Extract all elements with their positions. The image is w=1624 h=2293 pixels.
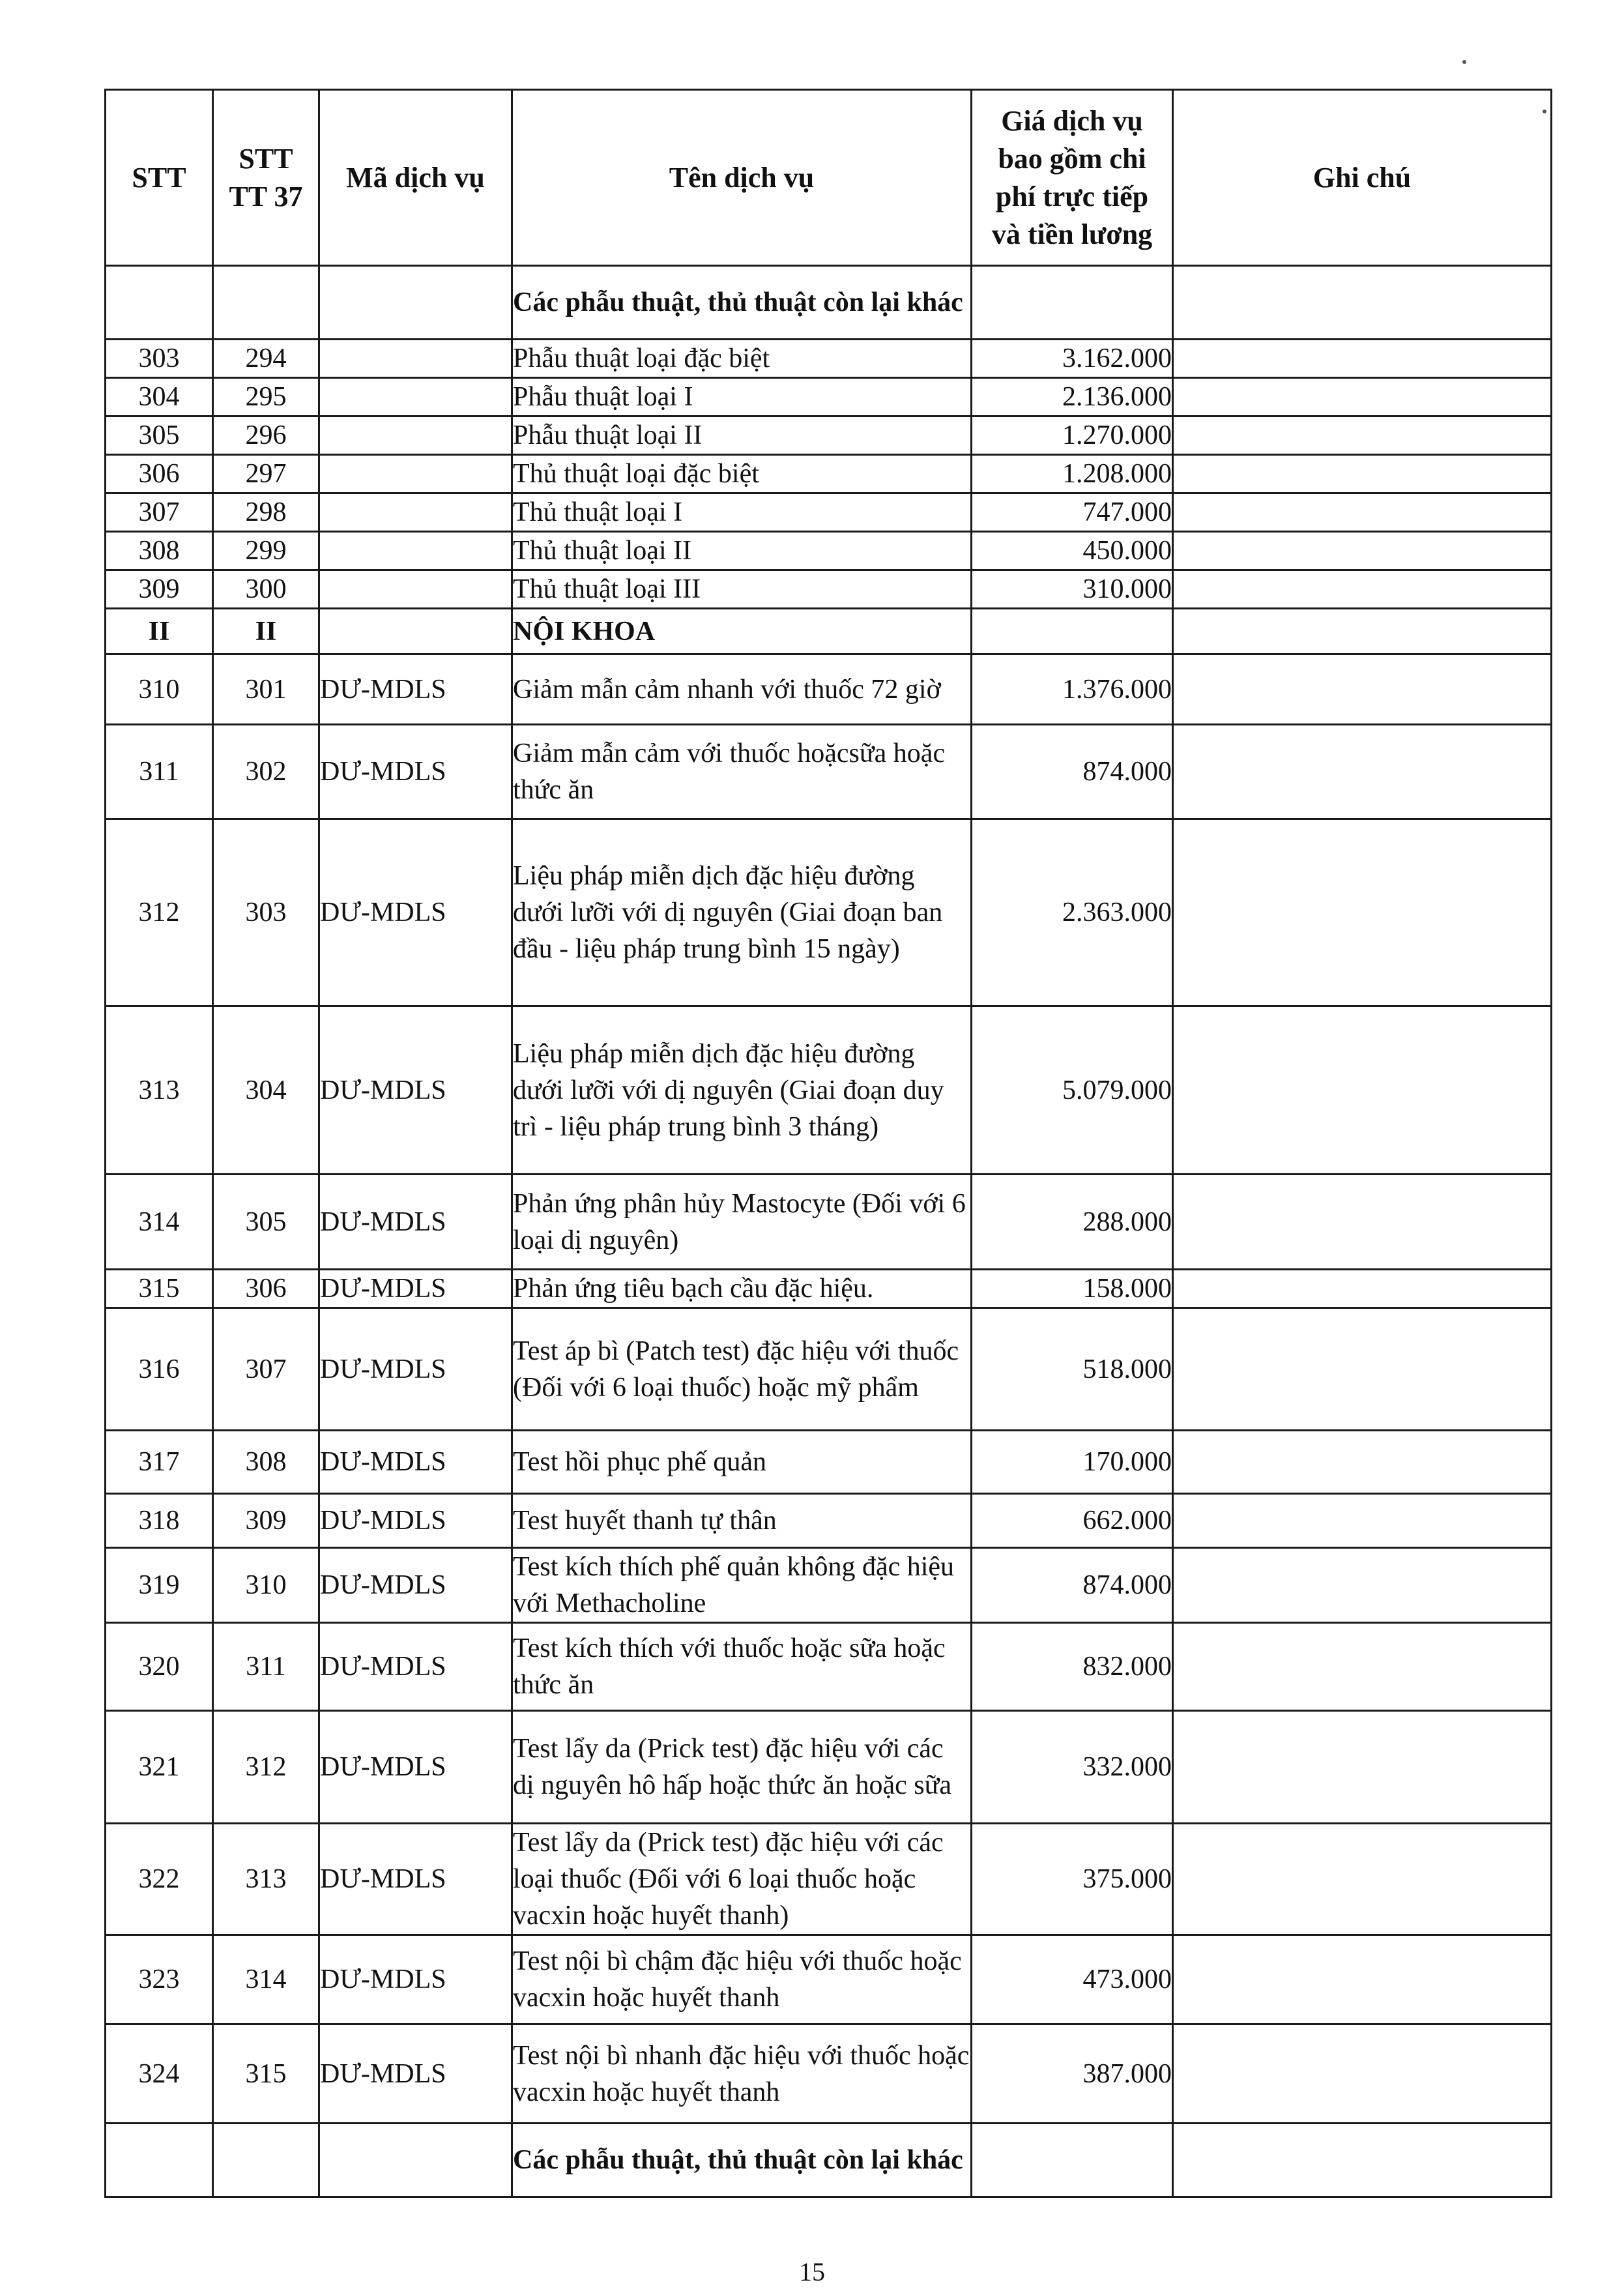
row-service-code: DƯ-MDLS (319, 1270, 512, 1308)
row-service-code (319, 340, 512, 378)
row-service-code: DƯ-MDLS (319, 1623, 512, 1711)
table-row (106, 1270, 1552, 1308)
row-stt: 320 (106, 1623, 213, 1711)
row-stt: 314 (106, 1175, 213, 1270)
row-note (1173, 2024, 1552, 2124)
row-service-name: Liệu pháp miễn dịch đặc hiệu đường dưới lưỡi với dị nguyên (Giai đoạn duy trì - liệu pháp trung bình 3 tháng) (512, 1006, 972, 1175)
empty-cell (106, 2124, 213, 2197)
row-stt: 307 (106, 493, 213, 532)
row-service-code: DƯ-MDLS (319, 1431, 512, 1494)
section-title: NỘI KHOA (512, 609, 972, 654)
row-note (1173, 378, 1552, 416)
table-row (106, 1494, 1552, 1548)
empty-cell (1173, 2124, 1552, 2197)
row-stt-tt37: 312 (213, 1711, 319, 1824)
row-service-price: 518.000 (972, 1308, 1173, 1431)
row-service-code (319, 416, 512, 455)
price-table-container (104, 89, 1550, 2198)
header-stt-tt37: STT TT 37 (213, 90, 319, 266)
table-row (106, 1175, 1552, 1270)
row-note (1173, 1431, 1552, 1494)
header-service-name: Tên dịch vụ (512, 90, 972, 266)
row-service-code: DƯ-MDLS (319, 1308, 512, 1431)
row-stt: 311 (106, 725, 213, 819)
header-row (106, 90, 1552, 266)
row-note (1173, 725, 1552, 819)
table-row (106, 1548, 1552, 1623)
empty-cell (1173, 609, 1552, 654)
table-row (106, 2024, 1552, 2124)
row-stt: 310 (106, 654, 213, 725)
row-note (1173, 1623, 1552, 1711)
row-service-name: Thủ thuật loại II (512, 532, 972, 570)
row-service-code (319, 570, 512, 609)
row-service-code (319, 493, 512, 532)
row-service-code: DƯ-MDLS (319, 1494, 512, 1548)
row-service-price: 874.000 (972, 1548, 1173, 1623)
row-service-price: 1.270.000 (972, 416, 1173, 455)
header-note: Ghi chú (1173, 90, 1552, 266)
row-stt-tt37: 313 (213, 1824, 319, 1935)
section-row-noi-khoa (106, 609, 1552, 654)
row-service-price: 5.079.000 (972, 1006, 1173, 1175)
row-service-price: 2.136.000 (972, 378, 1173, 416)
table-row (106, 340, 1552, 378)
row-service-name: Thủ thuật loại III (512, 570, 972, 609)
table-row (106, 1623, 1552, 1711)
row-service-code: DƯ-MDLS (319, 1824, 512, 1935)
page-number: 15 (799, 2257, 825, 2286)
row-service-price: 2.363.000 (972, 819, 1173, 1006)
row-note (1173, 340, 1552, 378)
empty-cell (1173, 266, 1552, 340)
row-service-code (319, 378, 512, 416)
row-service-name: Test áp bì (Patch test) đặc hiệu với thuốc (Đối với 6 loại thuốc) hoặc mỹ phẩm (512, 1308, 972, 1431)
table-row (106, 1308, 1552, 1431)
row-service-price: 874.000 (972, 725, 1173, 819)
row-service-code: DƯ-MDLS (319, 2024, 512, 2124)
row-service-name: Phẫu thuật loại I (512, 378, 972, 416)
table-row (106, 378, 1552, 416)
row-stt-tt37: 314 (213, 1935, 319, 2024)
row-stt-tt37: 308 (213, 1431, 319, 1494)
row-note (1173, 1006, 1552, 1175)
row-stt-tt37: 301 (213, 654, 319, 725)
table-row (106, 455, 1552, 493)
row-service-code: DƯ-MDLS (319, 819, 512, 1006)
row-service-code (319, 455, 512, 493)
row-stt-tt37: 304 (213, 1006, 319, 1175)
row-stt: 315 (106, 1270, 213, 1308)
table-row (106, 819, 1552, 1006)
row-stt: 323 (106, 1935, 213, 2024)
row-note (1173, 1308, 1552, 1431)
table-row (106, 1006, 1552, 1175)
row-service-price: 747.000 (972, 493, 1173, 532)
row-stt-tt37: 299 (213, 532, 319, 570)
row-note (1173, 493, 1552, 532)
section-title: Các phẫu thuật, thủ thuật còn lại khác (512, 266, 972, 340)
row-service-price: 170.000 (972, 1431, 1173, 1494)
header-service-code: Mã dịch vụ (319, 90, 512, 266)
row-service-name: Test lẩy da (Prick test) đặc hiệu với các loại thuốc (Đối với 6 loại thuốc hoặc vacxin hoặc huyết thanh) (512, 1824, 972, 1935)
row-stt-tt37: 294 (213, 340, 319, 378)
row-service-code: DƯ-MDLS (319, 725, 512, 819)
row-service-name: Test hồi phục phế quản (512, 1431, 972, 1494)
row-service-name: Test nội bì chậm đặc hiệu với thuốc hoặc vacxin hoặc huyết thanh (512, 1935, 972, 2024)
table-row (106, 1824, 1552, 1935)
row-stt-tt37: 306 (213, 1270, 319, 1308)
row-service-code: DƯ-MDLS (319, 654, 512, 725)
row-stt: 317 (106, 1431, 213, 1494)
row-service-price: 387.000 (972, 2024, 1173, 2124)
row-note (1173, 654, 1552, 725)
empty-cell (319, 609, 512, 654)
row-note (1173, 532, 1552, 570)
empty-cell (319, 266, 512, 340)
row-service-price: 332.000 (972, 1711, 1173, 1824)
row-stt: 308 (106, 532, 213, 570)
row-service-price: 288.000 (972, 1175, 1173, 1270)
row-note (1173, 570, 1552, 609)
table-row (106, 532, 1552, 570)
row-service-code: DƯ-MDLS (319, 1175, 512, 1270)
row-service-code: DƯ-MDLS (319, 1711, 512, 1824)
row-note (1173, 1935, 1552, 2024)
row-stt-tt37: 303 (213, 819, 319, 1006)
row-service-name: Thủ thuật loại đặc biệt (512, 455, 972, 493)
row-service-name: Test huyết thanh tự thân (512, 1494, 972, 1548)
row-service-name: Phản ứng tiêu bạch cầu đặc hiệu. (512, 1270, 972, 1308)
row-stt-tt37: 307 (213, 1308, 319, 1431)
row-service-code: DƯ-MDLS (319, 1935, 512, 2024)
row-service-price: 662.000 (972, 1494, 1173, 1548)
row-note (1173, 1270, 1552, 1308)
row-stt-tt37: 296 (213, 416, 319, 455)
row-service-name: Liệu pháp miễn dịch đặc hiệu đường dưới lưỡi với dị nguyên (Giai đoạn ban đầu - liệu pháp trung bình 15 ngày) (512, 819, 972, 1006)
row-stt: 322 (106, 1824, 213, 1935)
row-stt-tt37: 302 (213, 725, 319, 819)
section-title: Các phẫu thuật, thủ thuật còn lại khác (512, 2124, 972, 2197)
row-service-name: Giảm mẫn cảm với thuốc hoặcsữa hoặc thức ăn (512, 725, 972, 819)
row-stt-tt37: 300 (213, 570, 319, 609)
row-note (1173, 455, 1552, 493)
row-stt-tt37: 295 (213, 378, 319, 416)
row-stt: 321 (106, 1711, 213, 1824)
row-service-price: 1.208.000 (972, 455, 1173, 493)
row-stt: 324 (106, 2024, 213, 2124)
row-stt-tt37: 315 (213, 2024, 319, 2124)
row-service-price: 310.000 (972, 570, 1173, 609)
table-row (106, 725, 1552, 819)
row-service-price: 375.000 (972, 1824, 1173, 1935)
row-service-code: DƯ-MDLS (319, 1006, 512, 1175)
row-service-name: Phẫu thuật loại II (512, 416, 972, 455)
row-service-price: 450.000 (972, 532, 1173, 570)
row-stt: 303 (106, 340, 213, 378)
row-stt: 306 (106, 455, 213, 493)
empty-cell (319, 2124, 512, 2197)
table-row (106, 1431, 1552, 1494)
table-row (106, 1711, 1552, 1824)
row-note (1173, 1824, 1552, 1935)
row-service-price: 3.162.000 (972, 340, 1173, 378)
header-service-price: Giá dịch vụ bao gồm chi phí trực tiếp và tiền lương (972, 90, 1173, 266)
table-row (106, 654, 1552, 725)
row-service-price: 832.000 (972, 1623, 1173, 1711)
row-service-name: Phản ứng phân hủy Mastocyte (Đối với 6 loại dị nguyên) (512, 1175, 972, 1270)
section-row-bottom (106, 2124, 1552, 2197)
table-body (106, 266, 1552, 2197)
row-stt: 313 (106, 1006, 213, 1175)
row-service-code: DƯ-MDLS (319, 1548, 512, 1623)
section-stt-tt37: II (213, 609, 319, 654)
table-row (106, 570, 1552, 609)
row-stt: 316 (106, 1308, 213, 1431)
row-service-name: Test kích thích phế quản không đặc hiệu với Methacholine (512, 1548, 972, 1623)
row-service-name: Test nội bì nhanh đặc hiệu với thuốc hoặc vacxin hoặc huyết thanh (512, 2024, 972, 2124)
row-note (1173, 1548, 1552, 1623)
row-stt-tt37: 305 (213, 1175, 319, 1270)
empty-cell (972, 266, 1173, 340)
row-stt: 304 (106, 378, 213, 416)
row-stt-tt37: 309 (213, 1494, 319, 1548)
row-service-name: Phẫu thuật loại đặc biệt (512, 340, 972, 378)
row-service-name: Test lẩy da (Prick test) đặc hiệu với các dị nguyên hô hấp hoặc thức ăn hoặc sữa (512, 1711, 972, 1824)
empty-cell (972, 2124, 1173, 2197)
row-note (1173, 1175, 1552, 1270)
row-service-name: Giảm mẫn cảm nhanh với thuốc 72 giờ (512, 654, 972, 725)
row-stt: 312 (106, 819, 213, 1006)
row-stt-tt37: 310 (213, 1548, 319, 1623)
scan-speck (1462, 60, 1466, 64)
empty-cell (213, 2124, 319, 2197)
empty-cell (106, 266, 213, 340)
header-stt: STT (106, 90, 213, 266)
row-stt-tt37: 297 (213, 455, 319, 493)
row-service-code (319, 532, 512, 570)
row-stt-tt37: 298 (213, 493, 319, 532)
row-stt: 309 (106, 570, 213, 609)
section-stt: II (106, 609, 213, 654)
empty-cell (213, 266, 319, 340)
row-stt: 319 (106, 1548, 213, 1623)
row-stt: 305 (106, 416, 213, 455)
table-row (106, 1935, 1552, 2024)
row-note (1173, 416, 1552, 455)
section-row-top (106, 266, 1552, 340)
row-service-price: 158.000 (972, 1270, 1173, 1308)
service-price-table (104, 89, 1552, 2198)
row-stt-tt37: 311 (213, 1623, 319, 1711)
table-row (106, 416, 1552, 455)
row-note (1173, 1494, 1552, 1548)
row-stt: 318 (106, 1494, 213, 1548)
row-service-price: 473.000 (972, 1935, 1173, 2024)
row-note (1173, 819, 1552, 1006)
row-service-price: 1.376.000 (972, 654, 1173, 725)
empty-cell (972, 609, 1173, 654)
row-service-name: Test kích thích với thuốc hoặc sữa hoặc thức ăn (512, 1623, 972, 1711)
row-service-name: Thủ thuật loại I (512, 493, 972, 532)
table-row (106, 493, 1552, 532)
row-note (1173, 1711, 1552, 1824)
